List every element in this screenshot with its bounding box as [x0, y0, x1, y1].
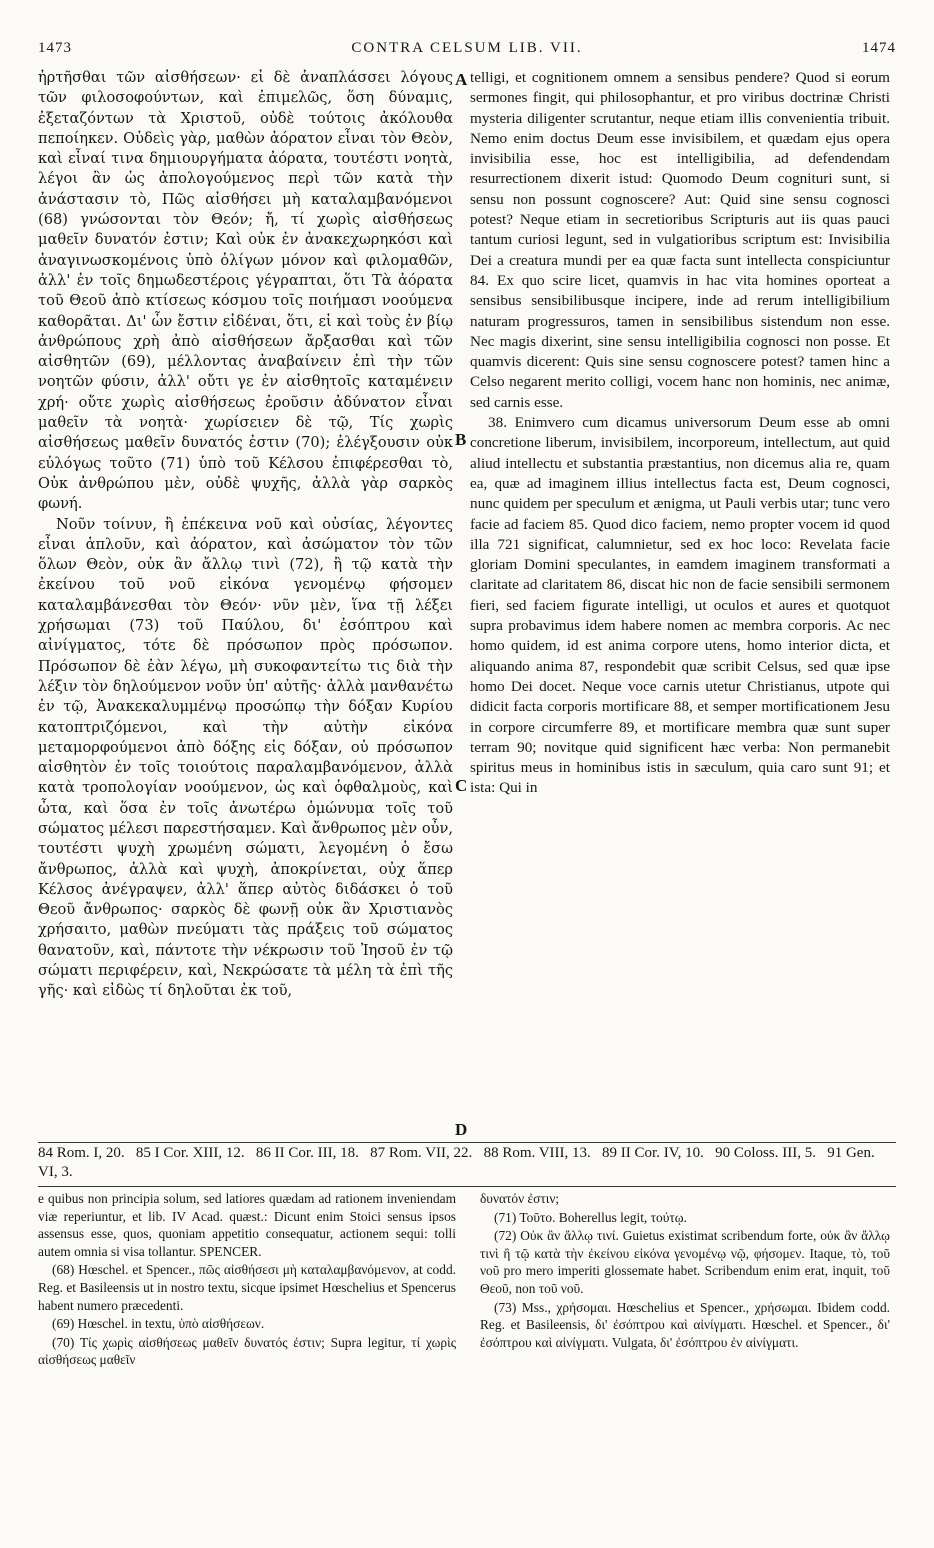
footnotes-divider [38, 1186, 896, 1187]
scripture-note: 84 Rom. I, 20. [38, 1145, 125, 1161]
footnote: (71) Τοῦτο. Boherellus legit, τούτῳ. [494, 1209, 687, 1225]
left-page-number: 1473 [38, 40, 72, 56]
running-title: CONTRA CELSUM LIB. VII. [351, 40, 583, 56]
margin-letter-b: B [455, 430, 467, 449]
notes-divider [38, 1142, 896, 1143]
scripture-note: 90 Coloss. III, 5. [715, 1145, 816, 1161]
scripture-note: 87 Rom. VII, 22. [370, 1145, 473, 1161]
scripture-notes [38, 1144, 896, 1184]
latin-paragraph: telligi, et cognitionem omnem a sensibus pendere? Quod si eorum sermones fingit, qui philosophantur, et pro viribus doctrinæ Christi mysteria diligenter scrutantur, neque etiam illis convenientia tribuit. Nemo enim doctus Deum esse invisibilem, et quædam ejus opera invisibilia esse, hoc est intelligibilia, ad defendendam resurrectionem dixerit istud: Quomodo Deum cognituri sunt, si sensu non possunt cognoscere? Aut: Quid sine sensu cognosci potest? Neque etiam in secretioribus Scripturis aut iis quas pauci tantum curiosi legunt, sed in vulgatioribus scriptum est: Invisibilia Dei a creatura mundi per ea quæ facta sunt intellecta conspiciuntur 84. Ex quo scire licet, quamvis in hac vita homines oporteat a sensibus sensibilibusque incipere, inde ad rerum intelligibilium naturam progressuros, tamen in sensibilibus sistendum non esse. Nec magis dixerint, sine sensu intelligibilia cognosci non posse. Et quamvis dicerent: Quis sine sensu cognoscere potest? tamen hinc a Celso negarent merito colligi, vocem hanc non hominis, nec animæ, sed carnis esse. [470, 69, 890, 411]
margin-letter-a: A [455, 70, 468, 89]
greek-paragraph: ἠρτῆσθαι τῶν αἰσθήσεων· εἰ δὲ ἀναπλάσσει λόγους τῶν φιλοσοφούντων, καὶ ἐπιμελῶς, ὅση δύναμις, ἐξεταζόντων τὰ Χριστοῦ, οὐδὲ τούτοις ἀκόλουθα πεποίηκεν. Οὐδεὶς γὰρ, μαθὼν ἀόρατον εἶναι τὸν Θεὸν, καὶ εἶναί τινα δημιουργήματα ἀόρατα, τουτέστι νοητὰ, λέγοι ἂν ὡς ἀπολογούμενος περὶ τῶν κατὰ τὴν ἀνάστασιν τὸ, Πῶς αἰσθήσει μὴ καταλαμβανόμενοι (68) γνώσονται τὸν Θεόν; ἤ, τί χωρὶς αἰσθήσεως μαθεῖν δυνατόν ἐστιν; Καὶ οὐκ ἐν ἀνακεχωρηκόσι καὶ ἀναγινωσκομένοις ὑπὸ ὀλίγων μόνον καὶ φιλομαθῶν, ἀλλ' ἐν τοῖς δημωδεστέροις γέγραπται, ὅτι Τὰ ἀόρατα τοῦ Θεοῦ ἀπὸ κτίσεως κόσμου τοῖς ποιήμασι νοούμενα καθορᾶται. Δι' ὧν ἔστιν εἰδέναι, ὅτι, εἰ καὶ τοὺς ἐν βίῳ ἀνθρώπους χρὴ ἀπὸ αἰσθήσεων ἄρξασθαι καὶ τῶν αἰσθητῶν (69), μέλλοντας ἀναβαίνειν ἐπὶ τὴν τῶν νοητῶν φύσιν, ἀλλ' οὔτι γε ἐν αἰσθητοῖς καταμένειν χρή· οὔτε χωρὶς αἰσθήσεως ἐροῦσιν ἀδύνατον εἶναι μαθεῖν τὰ νοητὰ· χωρίσειεν δὲ τῷ, Τίς χωρὶς αἰσθήσεως μαθεῖν δυνατός ἐστιν (70); ἐλέγξουσιν οὐκ εὐλόγως τοῦτο (71) ὑπὸ τοῦ Κέλσου ἐπιφέρεσθαι τὸ, Οὐκ ἀνθρώπου μὲν, οὐδὲ ψυχῆς, ἀλλὰ γὰρ σαρκὸς φωνή. [38, 69, 453, 513]
footnote: δυνατόν ἐστιν; [480, 1191, 560, 1206]
greek-paragraph: Νοῦν τοίνυν, ἢ ἐπέκεινα νοῦ καὶ οὐσίας, λέγοντες εἶναι ἁπλοῦν, καὶ ἀόρατον, καὶ ἀσώματον τὸν τῶν ὅλων Θεὸν, οὐκ ἂν ἄλλῳ τινὶ (72), ἢ τῷ κατὰ τὴν ἐκείνου τοῦ νοῦ εἰκόνα γενομένῳ φήσομεν καταλαμβάνεσθαι τὸν Θεόν· νῦν μὲν, ἵνα τῇ λέξει χρήσωμαι (73) τοῦ Παύλου, δι' ἐσόπτρου καὶ αἰνίγματος, τότε δὲ πρόσωπον πρὸς πρόσωπον. Πρόσωπον δὲ ἐὰν λέγω, μὴ συκοφαντείτω τις διὰ τὴν λέξιν τὸν δηλούμενον νοῦν ὑπ' αὐτῆς· ἀλλὰ μανθανέτω ἐν τῷ, Ἀνακεκαλυμμένῳ προσώπῳ τὴν δόξαν Κυρίου κατοπτριζόμενοι, καὶ τὴν αὐτὴν εἰκόνα μεταμορφούμενοι ἀπὸ δόξης εἰς δόξαν, οὐ πρόσωπον αἰσθητὸν ἐν τοῖς τοιούτοις παραλαμβανόμενον, ἀλλὰ κατὰ τροπολογίαν νοούμενον, ὡς καὶ ὀφθαλμοὺς, καὶ ὦτα, καὶ ὅσα ἐν τοῖς ἀνωτέρω ὁμώνυμα τοῖς τοῦ σώματος μέλεσι παρεστήσαμεν. Καὶ ἄνθρωπος μὲν οὖν, τουτέστι ψυχὴ χρωμένη σώματι, λεγομένη ὁ ἔσω ἄνθρωπος, ἀλλὰ καὶ ψυχὴ, ἀποκρίνεται, οὐχ ἅπερ Κέλσος ἀνέγραψεν, ἀλλ' ἅπερ αὐτὸς διδάσκει ὁ τοῦ Θεοῦ ἄνθρωπος· σαρκὸς δὲ φωνῇ οὐκ ἂν Χριστιανὸς χρήσαιτο, μαθὼν πνεύματι τὰς πράξεις τοῦ σώματος θανατοῦν, καὶ, πάντοτε τὴν νέκρωσιν τοῦ Ἰησοῦ ἐν τῷ σώματι περιφέρειν, καὶ, Νεκρώσατε τὰ μέλη τὰ ἐπὶ τῆς γῆς· καὶ εἰδὼς τί δηλοῦται ἐκ τοῦ, [38, 515, 453, 1000]
running-header [38, 40, 896, 64]
footnotes-left [38, 1190, 456, 1530]
scripture-note: 85 I Cor. XIII, 12. [135, 1145, 245, 1161]
footnote: (68) Hœschel. et Spencer., πῶς αἰσθήσεσι μὴ καταλαμβανόμενον, at codd. Reg. et Basileensis ut in nostro textu, sicque ipsimet Hœschelius et Spencerus habent numero præcedenti. [38, 1262, 456, 1313]
scripture-note: 91 Gen. VI, 3. [38, 1145, 875, 1180]
greek-column [38, 68, 453, 1140]
scripture-note: 89 II Cor. IV, 10. [602, 1145, 704, 1161]
scripture-note: 88 Rom. VIII, 13. [483, 1145, 591, 1161]
footnote: (69) Hœschel. in textu, ὑπὸ αἰσθήσεων. [52, 1316, 265, 1332]
margin-letter-c: C [455, 776, 468, 795]
footnotes-right [480, 1190, 890, 1530]
footnote: e quibus non principia solum, sed latiores quædam ad rationem inveniendam viæ reperiuntur, et lib. IV Acad. quæst.: Dicunt enim Stoici sensus ipsos assensus esse, quos, quoniam appetitio consequatur, actionem sequi: tolli autem omnia si visa tollantur. SPENCER. [38, 1191, 456, 1259]
footnote: (72) Οὐκ ἂν ἄλλῳ τινί. Guietus existimat scribendum forte, οὐκ ἂν ἄλλῳ τινὶ ἢ τῷ κατὰ τὴν ἐκείνου εἰκόνα γενομένῳ νῷ, φήσομεν. Itaque, τὸ, τοῦ νοῦ pro mero imperiti glossemate habet. Scribendum enim erat, inquit, τοῦ Θεοῦ, non τοῦ νοῦ. [480, 1228, 890, 1296]
right-page-number: 1474 [862, 40, 896, 56]
footnote: (70) Τίς χωρὶς αἰσθήσεως μαθεῖν δυνατός ἐστιν; Supra legitur, τί χωρὶς αἰσθήσεως μαθεῖν [38, 1334, 456, 1368]
scripture-note: 86 II Cor. III, 18. [255, 1145, 359, 1161]
footnote: (73) Mss., χρήσομαι. Hœschelius et Spencer., χρήσωμαι. Ibidem codd. Reg. et Basileensis, δι' ἐσόπτρου καὶ αἰνίγματι. Hœschel. et Spencer., δι' ἐσόπτρου καὶ αἰνίγματι. Vulgata, δι' ἐσόπτρου ἐν αἰνίγματι. [480, 1299, 890, 1350]
latin-column [470, 68, 890, 1140]
latin-paragraph: 38. Enimvero cum dicamus universorum Deum esse ab omni concretione liberum, invisibilem, incorporeum, intellectum, aut quid aliud intellectu et substantia præstantius, non dicemus alia re, quam ea, quæ ad imaginem illius intellectus facta est, Deum cognosci, nunc quidem per speculum et ænigma, ut Pauli verbis utar; tunc vero facie ad faciem 85. Quod dico faciem, nemo propter vocem id quod illa 721 significat, calumnietur, sed ex hoc loco: Revelata facie gloriam Domini speculantes, in eamdem imaginem transformati a claritate ad claritatem 86, discat hic non de facie sensibili sermonem fieri, sed faciem figurate intelligi, ut oculos et aures et quotquot supra probavimus idem habere nomen ac membra corporis. Ac nec homo quidem, id est anima corpore utens, homo interior dicta, et aliquando anima 87, respondebit quæ scribit Celsus, sed quæ ipse homo Dei docet. Neque voce carnis utetur Christianus, utpote qui didicit facta corporis mortificare 88, et semper mortificationem Jesu in corpore circumferre 89, et mortificare membra quæ sunt super terram 90; novitque quid significent hæc verba: Non permanebit spiritus meus in hominibus istis in sæculum, quia caro sunt 91; et ista: Qui in [470, 414, 890, 797]
margin-letter-d: D [455, 1120, 468, 1139]
